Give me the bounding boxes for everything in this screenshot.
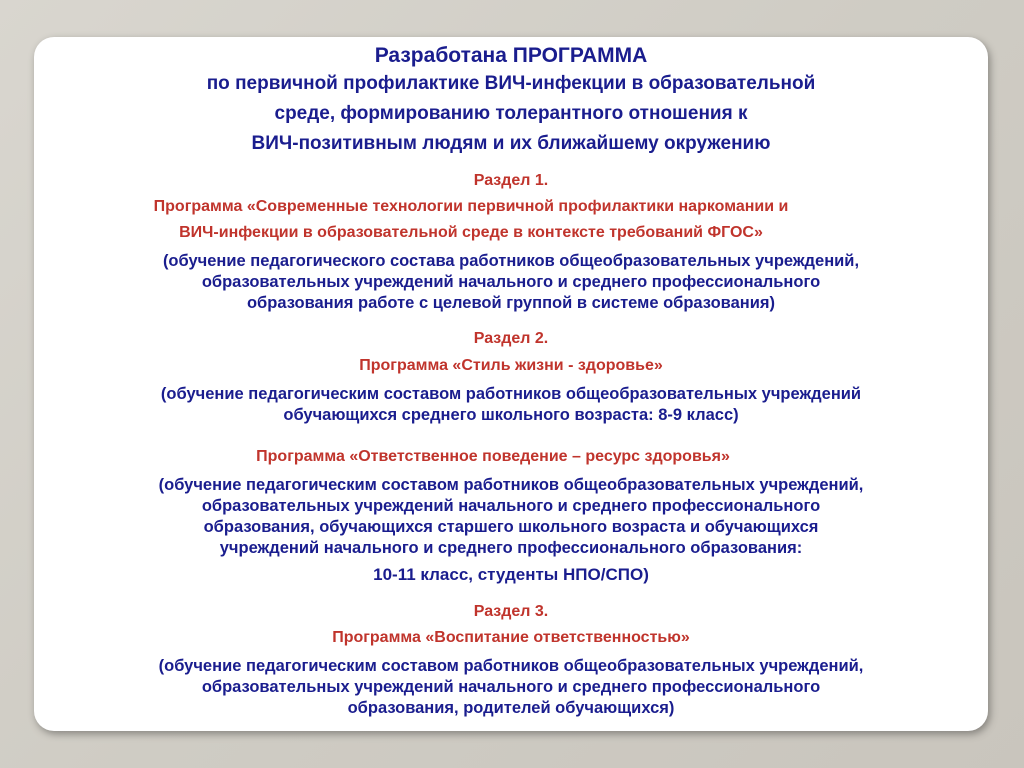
section-2-desc2-line-3: образования, обучающихся старшего школьного возраста и обучающихся (203, 518, 819, 536)
section-2-desc2-line-1: (обучение педагогическим составом работников общеобразовательных учреждений, (158, 476, 864, 494)
section-2-program-2: Программа «Ответственное поведение – ресурс здоровья» (256, 448, 730, 465)
section-2-desc-line-1: (обучение педагогическим составом работников общеобразовательных учреждений (160, 385, 862, 403)
section-3-desc-line-3: образования, родителей обучающихся) (347, 699, 675, 717)
section-2-heading: Раздел 2. (473, 330, 549, 347)
section-2-description (34, 384, 988, 426)
section-2-desc2-line-5: 10-11 класс, студенты НПО/СПО) (373, 565, 649, 584)
title-line-1: Разработана ПРОГРАММА (374, 44, 648, 67)
section-1-desc-line-1: (обучение педагогического состава работников общеобразовательных учреждений, (162, 252, 860, 270)
section-3-desc-line-1: (обучение педагогическим составом работников общеобразовательных учреждений, (158, 657, 864, 675)
slide-card (34, 37, 988, 731)
section-3-desc-line-2: образовательных учреждений начального и среднего профессионального (201, 678, 821, 696)
section-1-desc-line-2: образовательных учреждений начального и среднего профессионального (201, 273, 821, 291)
section-1-description (34, 251, 988, 314)
section-3-program: Программа «Воспитание ответственностью» (332, 629, 690, 646)
section-2-desc-line-2: обучающихся среднего школьного возраста: 8-9 класс) (283, 406, 739, 424)
section-2-desc2-line-2: образовательных учреждений начального и среднего профессионального (201, 497, 821, 515)
slide-title (34, 43, 988, 159)
section-1-program-line-2: ВИЧ-инфекции в образовательной среде в контексте требований ФГОС» (179, 224, 763, 241)
section-1-heading: Раздел 1. (473, 172, 549, 189)
section-2-description-2 (34, 475, 988, 585)
section-2-desc2-line-4: учреждений начального и среднего профессионального образования: (219, 539, 803, 557)
section-3-heading: Раздел 3. (473, 603, 549, 620)
section-2-program: Программа «Стиль жизни - здоровье» (359, 357, 663, 374)
title-line-2: по первичной профилактике ВИЧ-инфекции в образовательной (206, 73, 816, 94)
section-1-program-line-1: Программа «Современные технологии первичной профилактики наркомании и (153, 198, 789, 215)
title-line-4: ВИЧ-позитивным людям и их ближайшему окружению (251, 133, 771, 154)
section-1-desc-line-3: образования работе с целевой группой в системе образования) (246, 294, 776, 312)
title-line-3: среде, формированию толерантного отношения к (274, 103, 748, 124)
section-3-description (34, 656, 988, 719)
